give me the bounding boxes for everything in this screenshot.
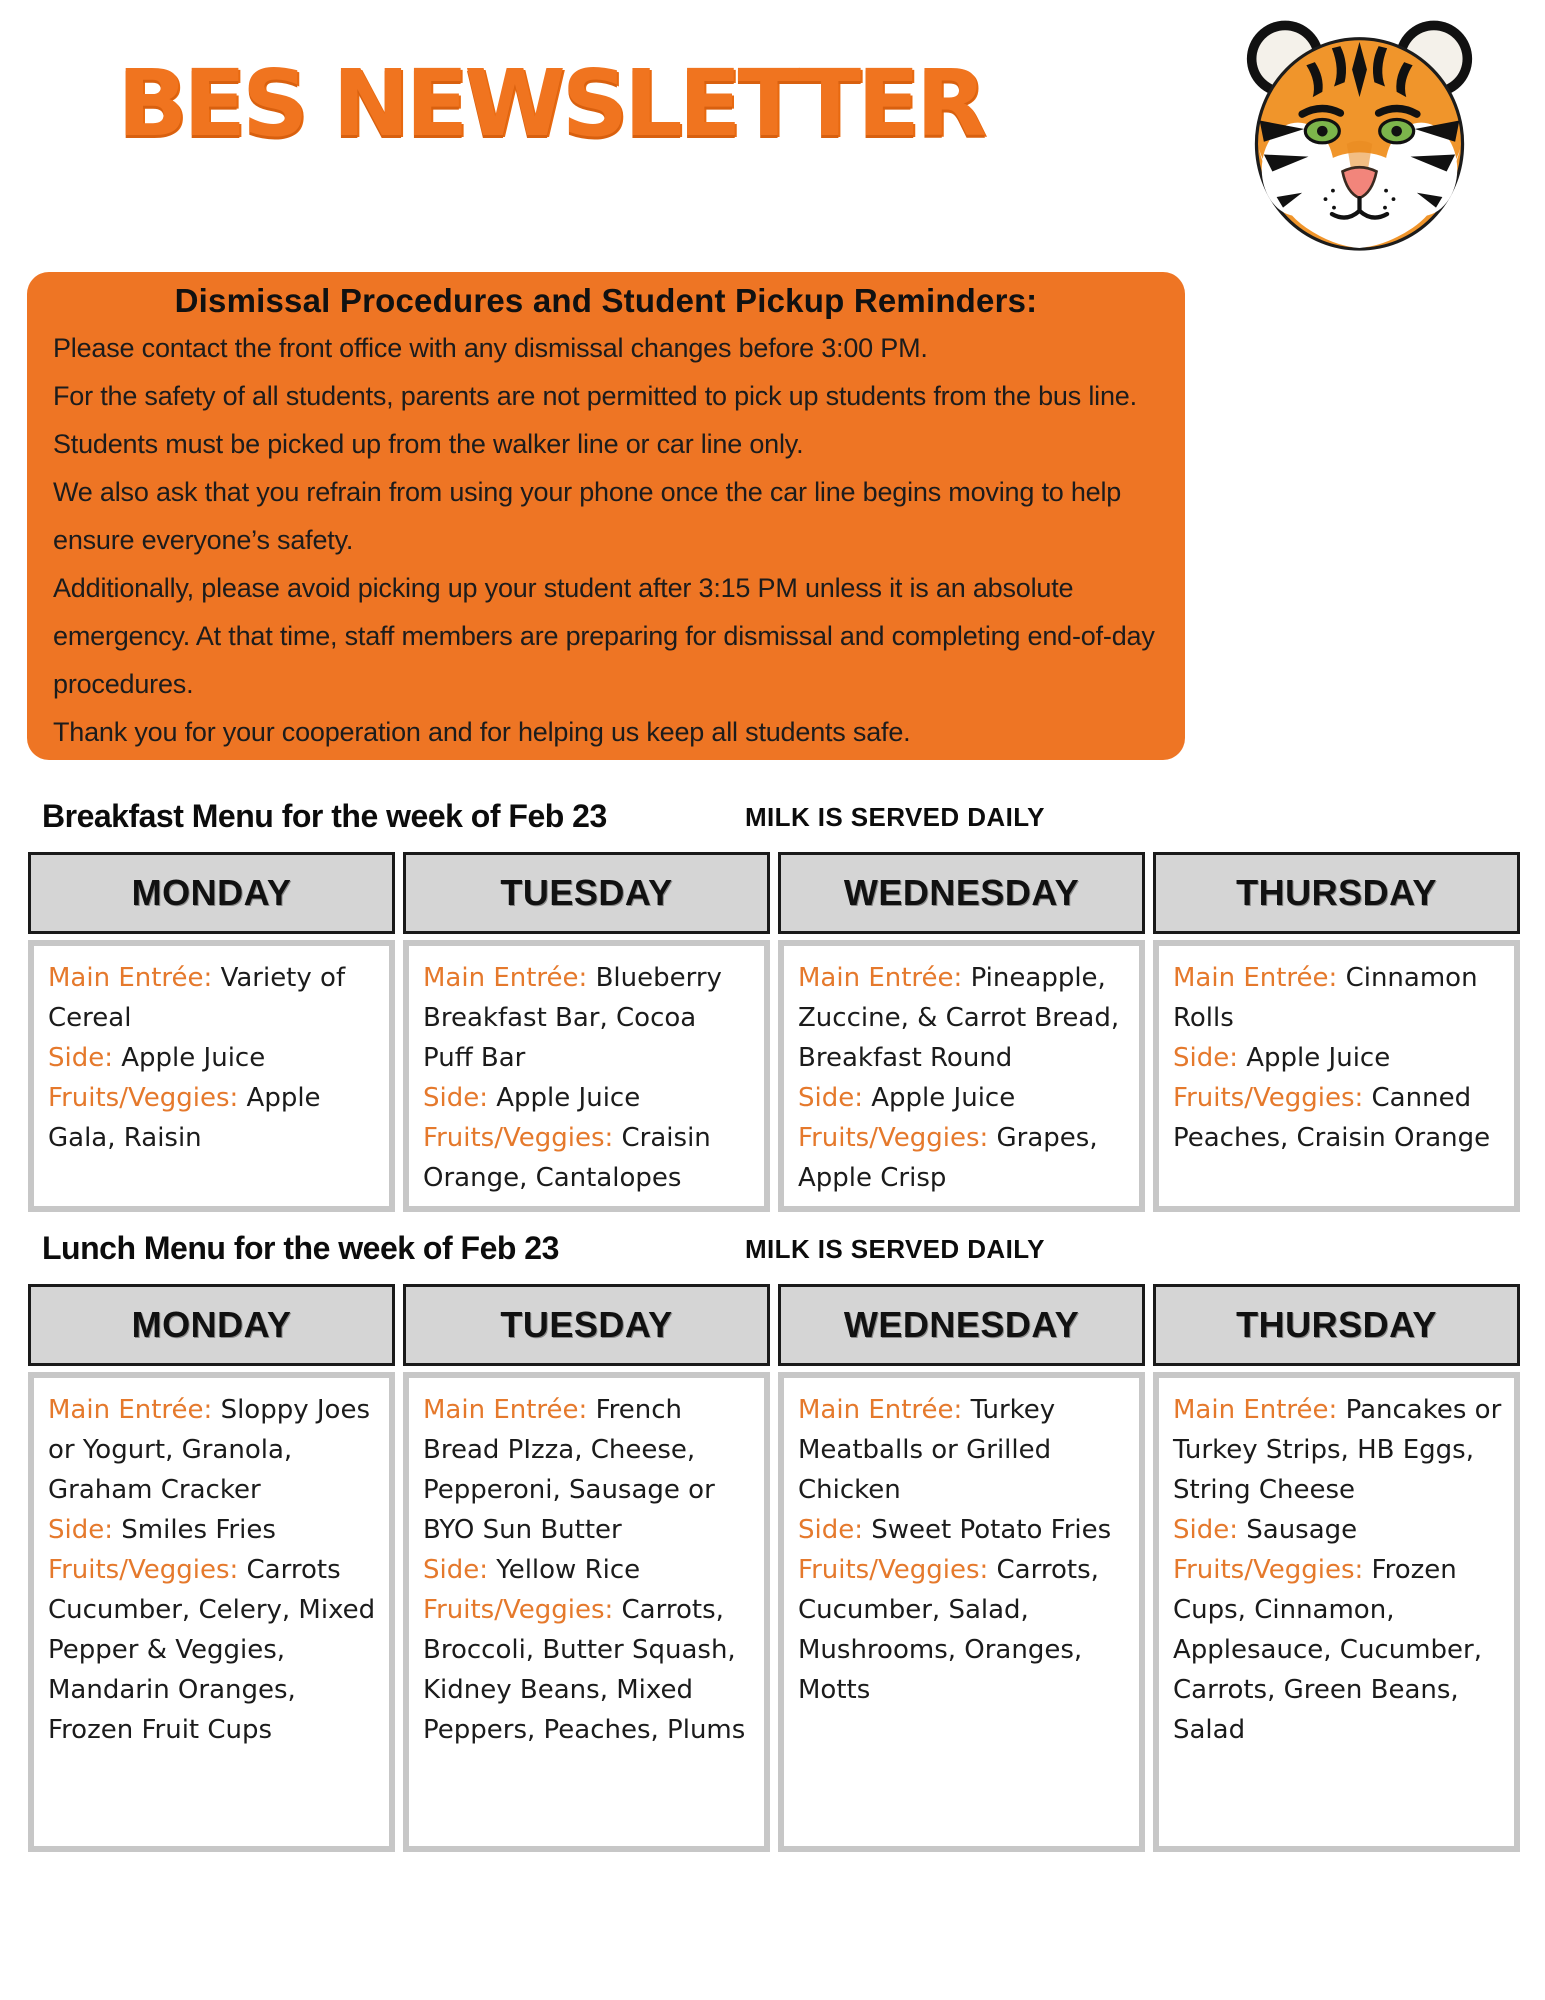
lunch-day-header-tuesday: TUESDAY [403, 1284, 770, 1366]
breakfast-cell-monday [28, 940, 395, 1212]
breakfast-day-header-thursday: THURSDAY [1153, 852, 1520, 934]
lunch-milk-note: MILK IS SERVED DAILY [745, 1234, 1045, 1264]
menu-item-label: Main Entrée: [798, 963, 963, 993]
menu-item-label: Side: [1173, 1043, 1238, 1073]
lunch-day-header-monday: MONDAY [28, 1284, 395, 1366]
breakfast-day-header-wednesday: WEDNESDAY [778, 852, 1145, 934]
menu-item-label: Fruits/Veggies: [798, 1123, 989, 1153]
menu-item-label: Fruits/Veggies: [48, 1555, 239, 1585]
menu-item-label: Main Entrée: [423, 963, 588, 993]
menu-item: Main Entrée: Variety of Cereal [48, 963, 346, 1033]
menu-item: Fruits/Veggies: Craisin Orange, Cantalopes [423, 1123, 711, 1193]
lunch-day-header-wednesday: WEDNESDAY [778, 1284, 1145, 1366]
menu-item-label: Main Entrée: [798, 1395, 963, 1425]
menu-item: Side: Apple Juice [1173, 1043, 1391, 1073]
menu-item: Fruits/Veggies: Frozen Cups, Cinnamon, Applesauce, Cucumber, Carrots, Green Beans, Salad [1173, 1555, 1482, 1745]
newsletter-title: BES NEWSLETTER [117, 49, 983, 157]
notice-paragraph: Additionally, please avoid picking up your student after 3:15 PM unless it is an absolute emergency. At that time, staff members are preparing for dismissal and completing end-of-day procedures. [53, 573, 1155, 699]
lunch-cell-tuesday [403, 1372, 770, 1852]
notice-title: Dismissal Procedures and Student Pickup Reminders: [174, 282, 1038, 319]
menu-item: Fruits/Veggies: Apple Gala, Raisin [48, 1083, 321, 1153]
menu-item-label: Fruits/Veggies: [423, 1595, 614, 1625]
notice-paragraph: Thank you for your cooperation and for helping us keep all students safe. [53, 717, 911, 747]
breakfast-day-header-tuesday: TUESDAY [403, 852, 770, 934]
menu-item: Fruits/Veggies: Grapes, Apple Crisp [798, 1123, 1098, 1193]
menu-item-label: Side: [48, 1043, 113, 1073]
breakfast-cell-thursday [1153, 940, 1520, 1212]
menu-item-label: Side: [1173, 1515, 1238, 1545]
menu-item-label: Side: [423, 1555, 488, 1585]
lunch-cell-monday [28, 1372, 395, 1852]
breakfast-cell-wednesday [778, 940, 1145, 1212]
notice-paragraph: Please contact the front office with any dismissal changes before 3:00 PM. [53, 333, 928, 363]
menu-item: Main Entrée: Pineapple, Zuccine, & Carrot Bread, Breakfast Round [798, 963, 1120, 1073]
notice-paragraph: For the safety of all students, parents are not permitted to pick up students from the bus line. Students must be picked up from the walker line or car line only. [53, 381, 1137, 459]
lunch-day-header-thursday: THURSDAY [1153, 1284, 1520, 1366]
menu-item-label: Side: [48, 1515, 113, 1545]
breakfast-heading-row [42, 798, 607, 835]
menu-item-label: Fruits/Veggies: [48, 1083, 239, 1113]
menu-item: Main Entrée: Sloppy Joes or Yogurt, Granola, Graham Cracker [48, 1395, 370, 1505]
menu-item: Side: Apple Juice [798, 1083, 1016, 1113]
lunch-cell-wednesday [778, 1372, 1145, 1852]
menu-item: Fruits/Veggies: Carrots, Cucumber, Salad, Mushrooms, Oranges, Motts [798, 1555, 1099, 1705]
menu-item: Side: Apple Juice [48, 1043, 266, 1073]
menu-item: Main Entrée: Blueberry Breakfast Bar, Cocoa Puff Bar [423, 963, 722, 1073]
menu-item: Main Entrée: Pancakes or Turkey Strips, HB Eggs, String Cheese [1173, 1395, 1502, 1505]
lunch-heading: Lunch Menu for the week of Feb 23 [42, 1230, 559, 1266]
notice-paragraphs [53, 324, 1159, 756]
menu-item-label: Side: [798, 1515, 863, 1545]
notice-paragraph: We also ask that you refrain from using your phone once the car line begins moving to help ensure everyone’s safety. [53, 477, 1122, 555]
menu-item-label: Fruits/Veggies: [423, 1123, 614, 1153]
menu-item: Main Entrée: Cinnamon Rolls [1173, 963, 1478, 1033]
menu-item-label: Side: [798, 1083, 863, 1113]
menu-item: Fruits/Veggies: Canned Peaches, Craisin Orange [1173, 1083, 1491, 1153]
menu-item-label: Main Entrée: [1173, 1395, 1338, 1425]
menu-item: Side: Smiles Fries [48, 1515, 276, 1545]
menu-item-label: Fruits/Veggies: [798, 1555, 989, 1585]
menu-item: Side: Sausage [1173, 1515, 1358, 1545]
tiger-mascot-image [1232, 10, 1487, 265]
menu-item-label: Main Entrée: [423, 1395, 588, 1425]
menu-item-label: Main Entrée: [1173, 963, 1338, 993]
breakfast-heading: Breakfast Menu for the week of Feb 23 [42, 798, 607, 834]
breakfast-table [28, 852, 1520, 1212]
menu-item: Main Entrée: French Bread PIzza, Cheese, Pepperoni, Sausage or BYO Sun Butter [423, 1395, 715, 1545]
menu-item-label: Main Entrée: [48, 1395, 213, 1425]
menu-item: Fruits/Veggies: Carrots, Broccoli, Butter Squash, Kidney Beans, Mixed Peppers, Peaches, Plums [423, 1595, 746, 1745]
breakfast-milk-note: MILK IS SERVED DAILY [745, 802, 1045, 832]
lunch-table [28, 1284, 1520, 1852]
menu-item: Side: Yellow Rice [423, 1555, 641, 1585]
menu-item: Fruits/Veggies: Carrots Cucumber, Celery, Mixed Pepper & Veggies, Mandarin Oranges, Frozen Fruit Cups [48, 1555, 376, 1745]
menu-item-label: Main Entrée: [48, 963, 213, 993]
breakfast-day-header-monday: MONDAY [28, 852, 395, 934]
lunch-heading-row [42, 1230, 559, 1267]
dismissal-notice-box [27, 272, 1185, 760]
menu-item: Side: Sweet Potato Fries [798, 1515, 1112, 1545]
menu-item: Side: Apple Juice [423, 1083, 641, 1113]
menu-item-label: Side: [423, 1083, 488, 1113]
menu-item-label: Fruits/Veggies: [1173, 1555, 1364, 1585]
menu-item: Main Entrée: Turkey Meatballs or Grilled Chicken [798, 1395, 1056, 1505]
lunch-cell-thursday [1153, 1372, 1520, 1852]
menu-item-label: Fruits/Veggies: [1173, 1083, 1364, 1113]
breakfast-cell-tuesday [403, 940, 770, 1212]
